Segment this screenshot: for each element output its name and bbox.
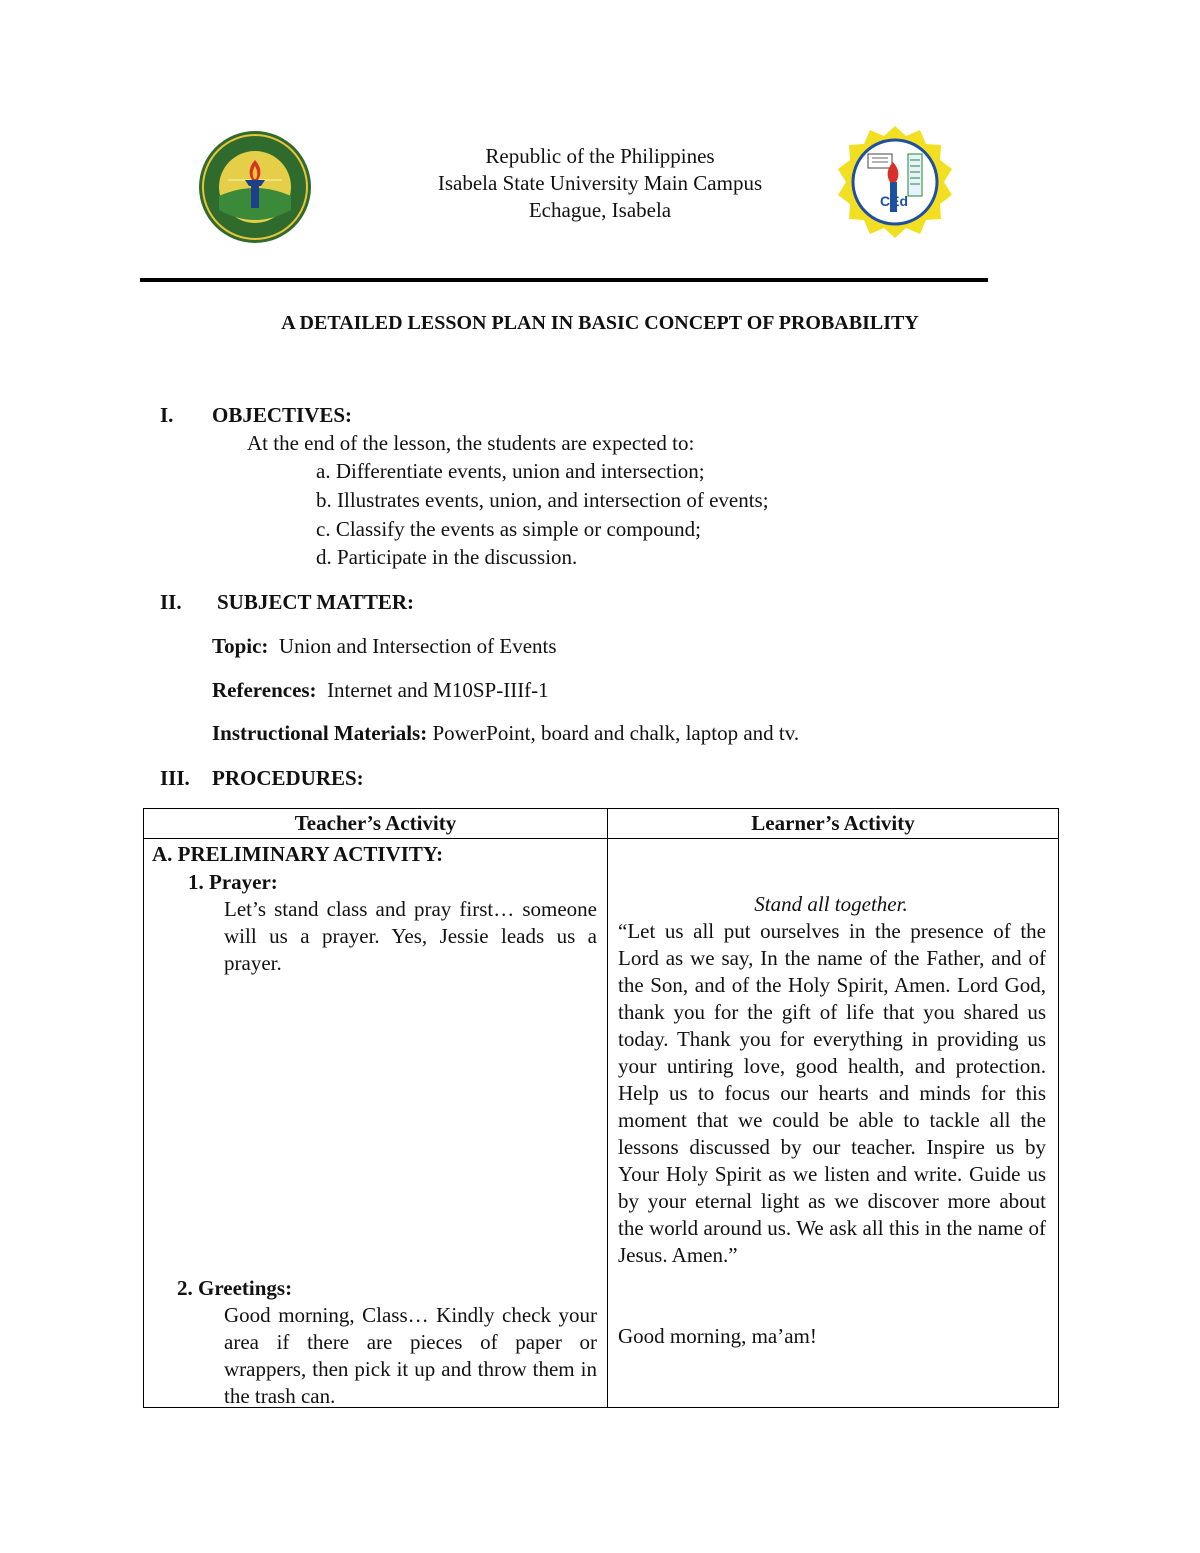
prayer-teacher-text: Let’s stand class and pray first… someone will us a prayer. Yes, Jessie leads us a prayer.: [224, 897, 597, 975]
preliminary-activity-heading: A. PRELIMINARY ACTIVITY:: [152, 842, 444, 866]
learner-activity-header: Learner’s Activity: [608, 809, 1059, 839]
topic-line: [212, 634, 557, 659]
ced-seal-logo: [836, 124, 954, 242]
references-label: References:: [212, 678, 317, 702]
prayer-learner-text: “Let us all put ourselves in the presence of the Lord as we say, In the name of the Father, and of the Son, and of the Holy Spirit, Amen. Lord God, thank you for the gift of life that you shared us today. Thank you for everything in providing us your untiring love, good health, and protection. Help us to focus our hearts and minds for this moment that we could be able to tackle all the lessons discussed by our teacher. Inspire us by Your Holy Spirit as we listen and write. Guide us by your eternal light as we discover more about the world around us. We ask all this in the name of Jesus. Amen.”: [618, 919, 1046, 1267]
materials-line: [212, 721, 799, 746]
header-line-1: Republic of the Philippines: [485, 144, 715, 168]
table-row: [144, 839, 1059, 1408]
greetings-learner-text: Good morning, ma’am!: [618, 1324, 817, 1348]
topic-label: Topic:: [212, 634, 269, 658]
document-title: A DETAILED LESSON PLAN IN BASIC CONCEPT OF PROBABILITY: [281, 312, 919, 334]
ced-text: CEd: [880, 193, 908, 209]
topic-value: Union and Intersection of Events: [278, 634, 557, 658]
objective-item: b. Illustrates events, union, and intersection of events;: [316, 488, 769, 512]
subject-matter-heading: SUBJECT MATTER:: [217, 590, 415, 614]
objective-item: c. Classify the events as simple or compound;: [316, 517, 701, 541]
objectives-intro: At the end of the lesson, the students are expected to:: [247, 431, 695, 455]
learner-activity-cell: [608, 839, 1059, 1408]
materials-label: Instructional Materials:: [212, 721, 428, 745]
materials-value: PowerPoint, board and chalk, laptop and tv.: [432, 721, 800, 745]
header-line-2: Isabela State University Main Campus: [437, 171, 763, 195]
header-line-3: Echague, Isabela: [528, 198, 672, 222]
references-value: Internet and M10SP-IIIf-1: [327, 678, 549, 702]
objectives-numeral: I.: [160, 403, 174, 427]
references-line: [212, 678, 549, 703]
header-divider: [140, 278, 988, 282]
teacher-activity-cell: [144, 839, 608, 1408]
prayer-learner-instruction: Stand all together.: [754, 892, 908, 916]
procedures-numeral: III.: [160, 766, 190, 790]
college-education-seal-icon: [836, 124, 954, 242]
greetings-label: 2. Greetings:: [177, 1276, 293, 1300]
procedures-table: [143, 808, 1059, 1408]
prayer-label: 1. Prayer:: [188, 870, 278, 894]
objective-item: a. Differentiate events, union and intersection;: [316, 459, 705, 483]
objective-item: d. Participate in the discussion.: [316, 545, 578, 569]
greetings-teacher-text: Good morning, Class… Kindly check your area if there are pieces of paper or wrappers, then pick it up and throw them in the trash can.: [224, 1303, 597, 1408]
teacher-activity-header: Teacher’s Activity: [144, 809, 608, 839]
table-header-row: [144, 809, 1059, 839]
procedures-heading: PROCEDURES:: [212, 766, 364, 790]
objectives-heading: OBJECTIVES:: [212, 403, 353, 427]
subject-matter-numeral: II.: [160, 590, 182, 614]
